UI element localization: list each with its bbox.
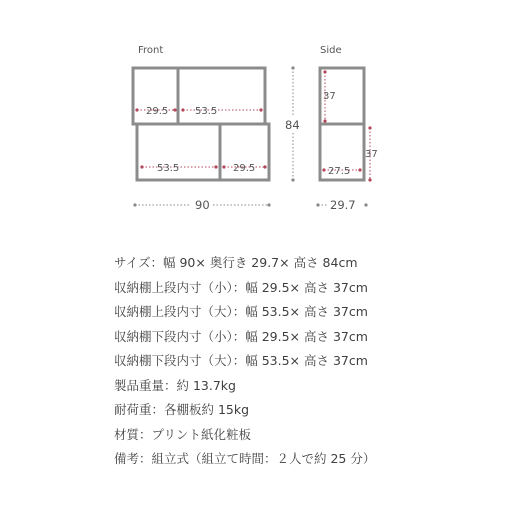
spec-list	[114, 251, 504, 472]
spec-material: 材質：プリント紙化粧板	[114, 426, 252, 442]
spec-size: サイズ：幅 90× 奥行き 29.7× 高さ 84cm	[114, 255, 358, 270]
spec-upper-small: 収納棚上段内寸（小）：幅 29.5× 高さ 37cm	[114, 279, 368, 295]
spec-lower-large: 収納棚下段内寸（大）：幅 53.5× 高さ 37cm	[114, 353, 368, 368]
side-upper-height: 37	[323, 91, 336, 102]
spec-weight: 製品重量：約 13.7kg	[114, 377, 236, 393]
front-view-label: Front	[138, 45, 164, 56]
front-lower-right-width: 29.5	[233, 163, 256, 174]
side-lower-depth: 27.5	[328, 166, 351, 177]
spec-lower-small: 収納棚下段内寸（小）：幅 29.5× 高さ 37cm	[114, 328, 368, 344]
overall-width-label: 90	[195, 198, 210, 212]
spec-upper-large: 収納棚上段内寸（大）：幅 53.5× 高さ 37cm	[114, 304, 368, 319]
front-upper-right-width: 53.5	[195, 106, 218, 117]
front-lower-left-width: 53.5	[157, 163, 180, 174]
overall-height-label: 84	[285, 118, 300, 132]
side-lower-height: 37	[365, 149, 378, 160]
spec-load-capacity: 耐荷重：各棚板約 15kg	[114, 402, 250, 417]
side-view-label: Side	[320, 45, 342, 56]
front-upper-left-width: 29.5	[146, 106, 169, 117]
shelf-dimension-diagram	[0, 0, 512, 240]
overall-depth-label: 29.7	[330, 198, 356, 212]
spec-notes: 備考：組立式（組立て時間：２人で約 25 分）	[114, 451, 376, 466]
